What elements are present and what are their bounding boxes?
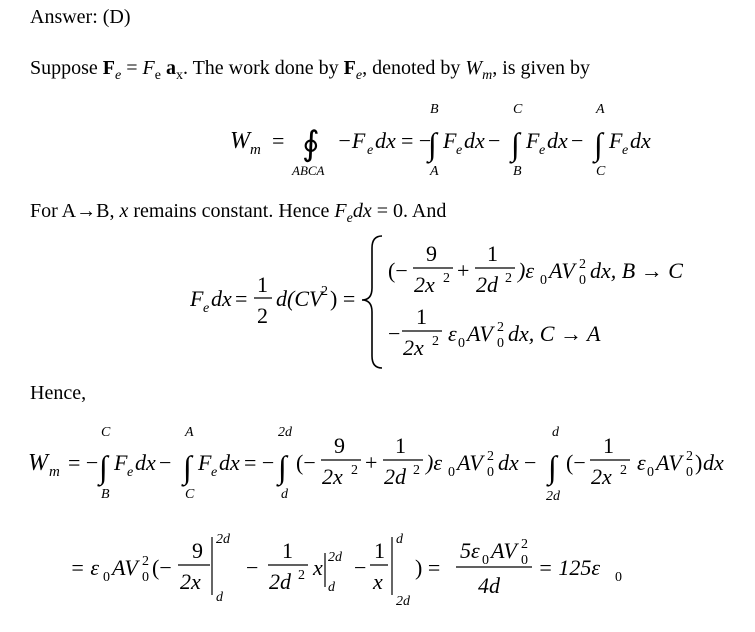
eq4-x: x: [313, 555, 323, 580]
text-denoted: , denoted by: [362, 57, 466, 79]
eq1-F1: F: [443, 128, 457, 153]
eq3-one2: 1: [603, 433, 614, 458]
eq2-sq: 2: [321, 284, 328, 299]
equation-work-integral: [230, 100, 670, 180]
bold-a: a: [165, 57, 176, 79]
eq1-int1-lower: A: [430, 164, 439, 179]
eq2-c1-zero: 0: [540, 273, 547, 288]
eq1-int2-lower: B: [513, 164, 522, 179]
paragraph-suppose: [30, 57, 590, 84]
eq3-eps: )ε: [426, 450, 442, 475]
text-for-ab: For A→B,: [30, 200, 120, 222]
eq4-one2: 1: [374, 538, 385, 563]
eq3-i4-low: 2d: [546, 489, 560, 504]
eq3-open: (−: [296, 450, 316, 475]
eq3-V0: 0: [487, 465, 494, 480]
eq3-AV: AV: [457, 450, 483, 475]
italic-dx: dx: [352, 200, 372, 222]
hence-line: [30, 382, 86, 405]
eq3-one: 1: [395, 433, 406, 458]
text-remains: remains constant. Hence: [128, 200, 335, 222]
eq3-i1-up: C: [101, 425, 111, 440]
eq4-res-V0: 0: [521, 553, 528, 568]
equation-piecewise: [190, 228, 710, 378]
eq2-c1-2d: 2d: [476, 272, 498, 297]
eq3-e1: e: [127, 465, 134, 480]
eq2-c2-minus: −: [388, 321, 401, 346]
eq3-eq-minus: = −: [68, 450, 99, 475]
eq3-dx3: dx: [498, 450, 519, 475]
eq3-F1: F: [114, 450, 128, 475]
eq2-equals: =: [235, 286, 248, 311]
eq3-V0b: 0: [686, 465, 693, 480]
eq2-c1-V2: 2: [579, 257, 586, 272]
eq3-i3-low: d: [281, 487, 288, 502]
sub-e: e: [115, 68, 122, 83]
eq1-sub-m: m: [250, 142, 261, 158]
eq4-res-num: 5ε: [460, 538, 480, 563]
eq3-minus3: −: [524, 450, 537, 475]
eq2-c2-AV: AV: [467, 321, 493, 346]
eq4-eval-low3: 2d: [396, 594, 410, 609]
eq4-2d: 2d: [269, 569, 291, 594]
eq4-one: 1: [282, 538, 293, 563]
integral-icon: ∫: [594, 126, 603, 162]
bold-F: F: [102, 57, 116, 79]
eq2-c2-one: 1: [416, 304, 427, 329]
eq1-F3: F: [609, 128, 623, 153]
eq4-eval-low2: d: [328, 580, 335, 595]
eq2-dcv: d(CV: [276, 286, 323, 311]
eq2-c1-sq1: 2: [443, 271, 450, 286]
eq3-sq2: 2: [413, 463, 420, 478]
eq3-i4-up: d: [552, 425, 559, 440]
eq1-equals: =: [272, 128, 285, 153]
eq2-c2-epsilon: ε: [448, 321, 457, 346]
eq4-res-V2: 2: [521, 537, 528, 552]
sub-m: m: [482, 68, 493, 83]
eq4-x2: x: [373, 569, 383, 594]
integral-icon: ∫: [278, 449, 287, 485]
eq1-dx3: dx: [630, 128, 651, 153]
eq1-equals-minus: = −: [401, 128, 432, 153]
eq2-close: ) =: [330, 286, 356, 311]
text-hence: Hence,: [30, 382, 87, 404]
equation-wm-expansion: [28, 420, 740, 510]
eq2-c1-2x: 2x: [414, 272, 435, 297]
eq4-res-zero: 0: [482, 553, 489, 568]
eq3-dx4: dx: [703, 450, 724, 475]
equation-result: [70, 525, 670, 625]
eq3-zero2: 0: [647, 465, 654, 480]
eq3-AV2: AV: [656, 450, 682, 475]
eq4-eval-low1: d: [216, 590, 223, 605]
eq3-V2: 2: [487, 449, 494, 464]
eq4-eval-up3: d: [396, 532, 403, 547]
eq4-nine: 9: [192, 538, 203, 563]
text-work-done: . The work done by: [182, 57, 344, 79]
sub-e3: e: [355, 68, 363, 83]
eq3-W: W: [28, 450, 48, 476]
eq2-F: F: [190, 286, 204, 311]
eq3-2x-b: 2x: [591, 464, 612, 489]
eq1-dx2: dx: [547, 128, 568, 153]
eq3-dx1: dx: [135, 450, 156, 475]
eq2-c1-eps: )ε: [518, 258, 534, 283]
integral-icon: ∫: [511, 126, 520, 162]
text-given-by: , is given by: [492, 57, 590, 79]
eq2-c2-V0: 0: [497, 336, 504, 351]
eq1-F2: F: [526, 128, 540, 153]
eq4-close: ) =: [415, 555, 441, 580]
eq4-res-den: 4d: [478, 573, 500, 598]
eq2-c1-one: 1: [487, 241, 498, 266]
eq4-open: (−: [152, 555, 172, 580]
eq3-sq3: 2: [620, 463, 627, 478]
eq3-open2: (−: [566, 450, 586, 475]
eq3-i1-low: B: [101, 487, 110, 502]
eq4-2x: 2x: [180, 569, 201, 594]
integral-icon: ∫: [99, 449, 108, 485]
eq1-int1-upper: B: [430, 102, 439, 117]
eq3-V2b: 2: [686, 449, 693, 464]
eq3-dx2: dx: [219, 450, 240, 475]
eq2-c2-tail: dx, C → A: [508, 321, 601, 346]
eq2-c2-sq: 2: [432, 334, 439, 349]
eq1-e1: e: [456, 143, 463, 158]
eq1-int2-upper: C: [513, 102, 523, 117]
eq1-dx1: dx: [464, 128, 485, 153]
eq2-e: e: [203, 301, 210, 316]
sub-e4: e: [346, 211, 353, 226]
eq1-int3-lower: C: [596, 164, 606, 179]
eq2-c1-open: (−: [388, 258, 408, 283]
eq4-res-AV: AV: [491, 538, 517, 563]
integral-icon: ∫: [548, 449, 557, 485]
eq1-sub-e: e: [367, 143, 374, 158]
text-suppose: Suppose: [30, 57, 103, 79]
eq2-c1-V0: 0: [579, 273, 586, 288]
eq3-i2-up: A: [185, 425, 194, 440]
eq3-F2: F: [198, 450, 212, 475]
eq3-close: ): [695, 450, 703, 475]
eq4-V0: 0: [142, 570, 149, 585]
eq3-i3-up: 2d: [278, 425, 292, 440]
eq2-half-num: 1: [257, 272, 268, 297]
eq4-minus1: −: [246, 555, 259, 580]
eq3-zero: 0: [448, 465, 455, 480]
italic-W: W: [465, 57, 483, 79]
eq2-c1-plus: +: [457, 258, 470, 283]
eq3-sq1: 2: [351, 463, 358, 478]
answer-text: Answer: (D): [30, 6, 131, 28]
eq4-V2: 2: [142, 554, 149, 569]
contour-integral-icon: ∮: [302, 126, 320, 163]
eq4-AV: AV: [112, 555, 138, 580]
eq1-e2: e: [539, 143, 546, 158]
eq3-i2-low: C: [185, 487, 195, 502]
eq2-c1-AV: AV: [549, 258, 575, 283]
eq1-int3-upper: A: [596, 102, 605, 117]
eq1-e3: e: [622, 143, 629, 158]
eq3-e2: e: [211, 465, 218, 480]
eq3-minus1: −: [159, 450, 172, 475]
italic-x: x: [119, 200, 129, 222]
eq3-sub-m: m: [49, 464, 60, 480]
eq1-minus2: −: [571, 128, 584, 153]
eq4-zero: 0: [103, 570, 110, 585]
eq2-c2-zero: 0: [458, 336, 465, 351]
eq4-sq: 2: [298, 568, 305, 583]
eq3-eq-minus2: = −: [244, 450, 275, 475]
eq2-dx: dx: [211, 286, 232, 311]
eq1-neg-F: −F: [337, 128, 366, 153]
eq4-eval-up1: 2d: [216, 532, 230, 547]
eq4-final-zero: 0: [615, 570, 622, 585]
eq1-W: W: [230, 128, 250, 154]
text-eq-zero: = 0. And: [371, 200, 447, 222]
italic-F: F: [142, 57, 155, 79]
italic-F-2: F: [334, 200, 347, 222]
bold-F-2: F: [343, 57, 356, 79]
eq2-c1-sq2: 2: [505, 271, 512, 286]
eq2-c1-nine: 9: [426, 241, 437, 266]
eq3-eps2: ε: [637, 450, 646, 475]
sub-e2: e: [154, 68, 161, 83]
eq1-minus1: −: [488, 128, 501, 153]
eq2-half-den: 2: [257, 303, 268, 328]
eq4-final: = 125ε: [538, 555, 601, 580]
eq3-plus: +: [365, 450, 378, 475]
integral-icon: ∫: [428, 126, 437, 162]
eq3-2x: 2x: [322, 464, 343, 489]
eq2-c2-2x: 2x: [403, 335, 424, 360]
eq2-c1-tail: dx, B → C: [590, 258, 683, 283]
text-equals: =: [121, 57, 143, 79]
integral-icon: ∫: [183, 449, 192, 485]
eq1-dx: dx: [375, 128, 396, 153]
eq2-c2-V2: 2: [497, 320, 504, 335]
eq3-2d: 2d: [384, 464, 406, 489]
answer-line: [30, 6, 131, 29]
eq4-eval-up2: 2d: [328, 550, 342, 565]
sub-x: x: [175, 68, 183, 83]
paragraph-for-a-b: [30, 200, 446, 227]
eq4-minus2: −: [354, 555, 367, 580]
eq3-nine: 9: [334, 433, 345, 458]
eq1-oint-sub: ABCA: [292, 163, 325, 178]
eq4-eq-eps: = ε: [70, 555, 100, 580]
